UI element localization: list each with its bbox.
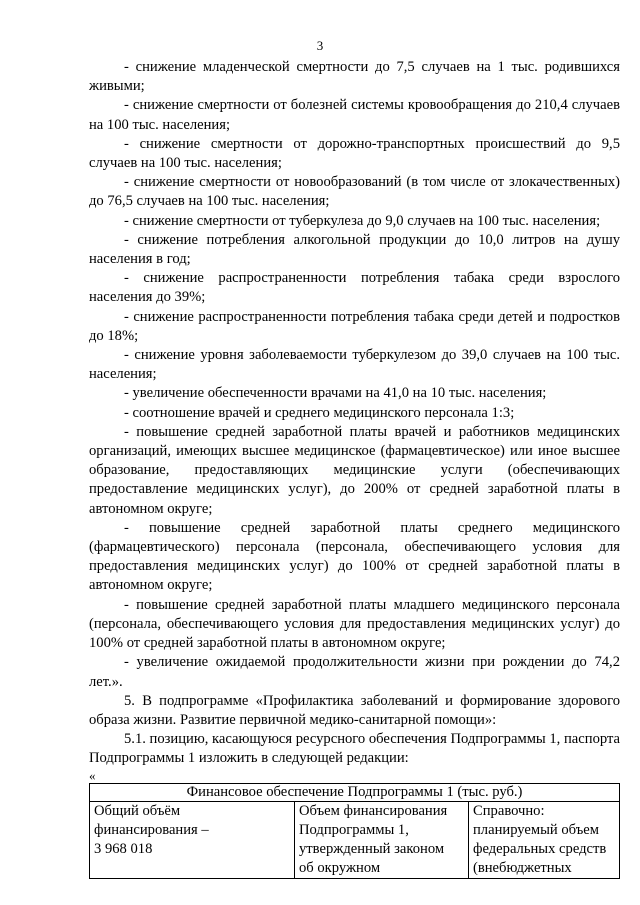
paragraph-subprogram-5-1: 5.1. позицию, касающуюся ресурсного обеспечения Подпрограммы 1, паспорта Подпрограммы 1 изложить в следующей редакции: [89,731,620,767]
cell-line: федеральных средств [473,840,607,857]
table-row [90,801,620,878]
paragraph-junior-staff-salary: - повышение средней заработной платы младшего медицинского персонала (персонала, обеспечивающего условия для предоставления медицинских услуг) до 100% от средней заработной платы в автономном округе; [89,596,620,652]
paragraph-circulatory-mortality: - снижение смертности от болезней системы кровообращения до 210,4 случаев на 100 тыс. населения; [89,97,620,133]
paragraph-doctor-nurse-ratio: - соотношение врачей и среднего медицинского персонала 1:3; [124,404,515,421]
table-cell-approved [295,801,469,878]
table-cell-total [90,801,295,878]
cell-line: финансирования – [94,821,209,838]
paragraph-tobacco-children: - снижение распространенности потребления табака среди детей и подростков до 18%; [89,308,620,344]
paragraph-tuberculosis-mortality: - снижение смертности от туберкулеза до 9,0 случаев на 100 тыс. населения; [124,212,601,229]
cell-line: утвержденный законом [299,840,445,857]
paragraph-alcohol: - снижение потребления алкогольной продукции до 10,0 литров на душу населения в год; [89,231,620,268]
paragraph-doctor-supply: - увеличение обеспеченности врачами на 41,0 на 10 тыс. населения; [124,385,547,402]
paragraph-subprogram-5: 5. В подпрограмме «Профилактика заболеваний и формирование здорового образа жизни. Развитие первичной медико-санитарной помощи»: [89,692,620,728]
document-body [89,58,620,879]
table-cell-reference [469,801,620,878]
paragraph-neoplasm-mortality: - снижение смертности от новообразований (в том числе от злокачественных) до 76,5 случаев на 100 тыс. населения; [89,174,620,210]
cell-line: Справочно: [473,802,545,819]
table-header: Финансовое обеспечение Подпрограммы 1 (тыс. руб.) [90,783,620,801]
paragraph-life-expectancy: - увеличение ожидаемой продолжительности жизни при рождении до 74,2 лет.». [89,654,620,690]
paragraph-tuberculosis-incidence: - снижение уровня заболеваемости туберкулезом до 39,0 случаев на 100 тыс. населения; [89,347,620,383]
cell-line: Общий объём [94,802,181,819]
cell-line: планируемый объем [473,821,599,838]
opening-quote: « [89,767,96,783]
cell-line: Объем финансирования [299,802,448,819]
financing-table [89,783,620,879]
paragraph-mid-staff-salary: - повышение средней заработной платы среднего медицинского (фармацевтического) персонала (персонала, обеспечивающего условия для предоставления медицинских услуг) до 100% от средней заработной платы в автономном округе; [89,519,620,594]
cell-line: Подпрограммы 1, [299,821,409,838]
paragraph-tobacco-adults: - снижение распространенности потребления табака среди взрослого населения до 39%; [89,270,620,306]
page-number: 3 [316,38,324,53]
table-header-row [90,783,620,801]
paragraph-traffic-mortality: - снижение смертности от дорожно-транспортных происшествий до 9,5 случаев на 100 тыс. населения; [89,135,620,172]
cell-line: об окружном [299,859,381,876]
paragraph-infant-mortality: - снижение младенческой смертности до 7,5 случаев на 1 тыс. родившихся живыми; [89,59,620,95]
cell-line: (внебюджетных [473,859,572,876]
paragraph-doctor-salary: - повышение средней заработной платы врачей и работников медицинских организаций, имеющих высшее медицинское (фармацевтическое) или иное высшее образование, предоставляющих медицинские услуги (обеспечивающих предоставление медицинских услуг), до 200% от средней заработной платы в автономном округе; [89,423,620,517]
cell-line: 3 968 018 [94,840,153,857]
